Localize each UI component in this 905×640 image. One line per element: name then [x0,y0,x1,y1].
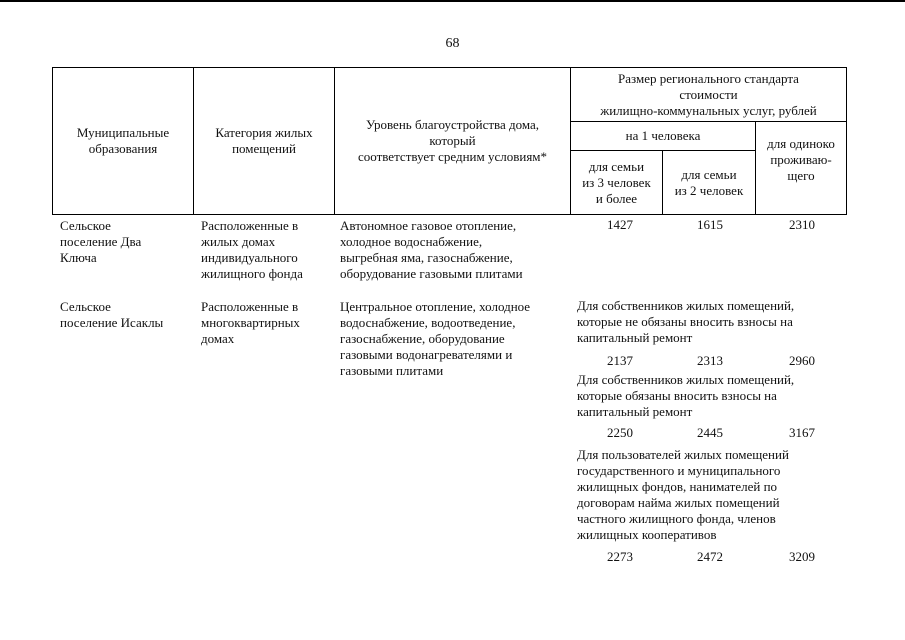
row2-category-line: многоквартирных [201,315,300,330]
row2-level-line: Центральное отопление, холодное [340,299,531,314]
row2-municipality-line: поселение Исаклы [60,315,164,330]
header-single-line: для одиноко [767,136,835,151]
header-single [755,121,847,215]
header-family3-line: для семьи [588,158,645,174]
row1-municipality [60,218,141,266]
row1-category-line: Расположенные в [201,218,299,233]
row2-group2-value-family3: 2250 [607,425,633,440]
row2-group3-value-single: 3209 [789,549,815,564]
row2-level-line: газовыми плитами [340,363,444,378]
row2-group3-note-line: договорам найма жилых помещений [577,495,780,510]
row2-group2-value-single: 3167 [789,425,815,440]
row1-value-single: 2310 [789,217,815,232]
header-per-person-label: на 1 человека [625,128,701,143]
row1-level-line: выгребная яма, газоснабжение, [340,250,513,265]
row2-group1-value-family3: 2137 [607,353,633,368]
row1-municipality-line: Сельское [60,218,111,233]
header-single-line: щего [787,168,815,183]
row2-municipality-line: Сельское [60,299,111,314]
row2-group2-value-family2: 2445 [697,425,723,440]
row1-category-line: индивидуального [201,250,298,265]
header-family3 [570,150,663,215]
header-municipality-line: Муниципальные [76,125,170,140]
row1-level [340,218,523,282]
header-size-line: Размер регионального стандарта [618,70,799,86]
header-family3-line: из 3 человек [582,174,651,190]
row1-value-family2: 1615 [697,217,723,232]
row2-group2-note-line: Для собственников жилых помещений, [577,372,795,387]
header-family2-line: из 2 человек [674,182,744,198]
row2-category-line: Расположенные в [201,299,299,314]
row2-level-line: газовыми водонагревателями и [340,347,513,362]
row1-level-line: оборудование газовыми плитами [340,266,523,281]
row2-group1-note-line: Для собственников жилых помещений, [577,298,795,313]
header-size-line: жилищно-коммунальных услуг, рублей [600,102,817,118]
header-size [570,67,847,122]
row2-group1-note-line: которые не обязаны вносить взносы на [577,314,793,329]
row1-municipality-line: поселение Два [60,234,142,249]
row1-municipality-line: Ключа [60,250,97,265]
row2-group1-value-single: 2960 [789,353,815,368]
row1-level-line: холодное водоснабжение, [340,234,483,249]
row2-level-line: газоснабжение, оборудование [340,331,505,346]
row2-group3-note-line: Для пользователей жилых помещений [577,447,789,462]
row2-group3-note [577,447,789,543]
row2-group3-note-line: жилищных фондов, нанимателей по [577,479,778,494]
row1-level-line: Автономное газовое отопление, [340,218,517,233]
header-per-person [570,121,756,151]
header-category-line: помещений [232,141,296,156]
header-category-line: Категория жилых [215,125,313,140]
row2-group3-note-line: жилищных кооперативов [577,527,717,542]
header-category [193,67,335,215]
row2-group2-note-line: которые обязаны вносить взносы на [577,388,777,403]
row2-category [201,299,300,347]
header-family2 [662,150,756,215]
header-family2-line: для семьи [681,166,737,182]
row1-value-family3: 1427 [607,217,633,232]
header-municipality-line: образования [88,141,158,156]
page-number: 68 [445,36,460,51]
page-top-rule [0,0,905,2]
header-level [334,67,571,215]
row2-group3-value-family2: 2472 [697,549,723,564]
row2-group3-value-family3: 2273 [607,549,633,564]
header-level-line: Уровень благоустройства дома, [365,117,540,132]
row2-group2-note-line: капитальный ремонт [577,404,693,419]
header-level-line: который [429,133,476,148]
row1-category [201,218,303,282]
row2-group3-note-line: государственного и муниципального [577,463,781,478]
header-family3-line: и более [595,190,638,206]
row2-category-line: домах [201,331,235,346]
row2-group1-note-line: капитальный ремонт [577,330,693,345]
row2-level-line: водоснабжение, водоотведение, [340,315,516,330]
header-single-line: проживаю- [770,152,832,167]
row2-group1-value-family2: 2313 [697,353,723,368]
row2-group3-note-line: частного жилищного фонда, членов [577,511,776,526]
row2-municipality [60,299,163,331]
row1-category-line: жилых домах [201,234,276,249]
row2-level [340,299,530,379]
header-size-line: стоимости [679,86,738,102]
row2-group1-note [577,298,794,346]
row1-category-line: жилищного фонда [201,266,303,281]
header-municipality [52,67,194,215]
header-level-line: соответствует средним условиям* [357,149,548,164]
row2-group2-note [577,372,794,420]
